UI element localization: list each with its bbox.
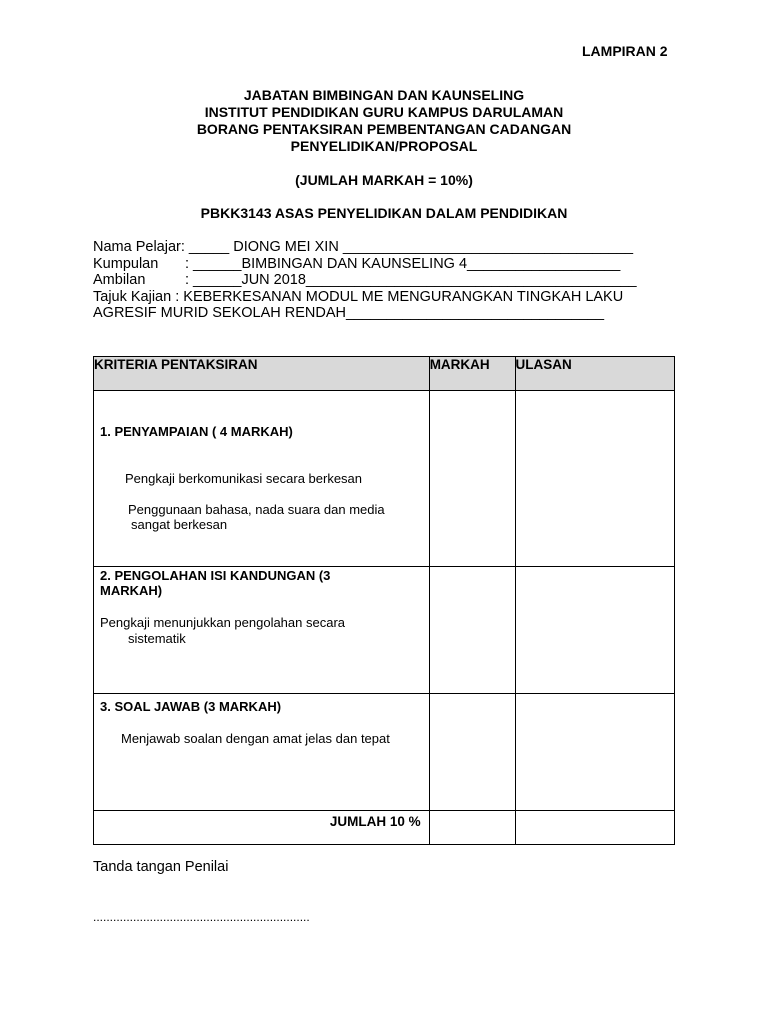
criteria-item: sistematik — [128, 631, 186, 646]
criteria-cell-qa — [94, 694, 430, 811]
criteria-item: Pengkaji berkomunikasi secara berkesan — [125, 471, 363, 486]
total-comments-cell — [515, 811, 674, 845]
appendix-label: LAMPIRAN 2 — [582, 43, 668, 59]
total-label-cell — [94, 811, 430, 845]
student-name-line: Nama Pelajar: _____ DIONG MEI XIN ____________________________________ — [93, 239, 634, 255]
criteria-item: sangat berkesan — [131, 517, 228, 532]
intake-line — [93, 272, 683, 289]
total-marks-note: (JUMLAH MARKAH = 10%) — [295, 172, 473, 188]
table-row — [94, 567, 675, 694]
table-row — [94, 391, 675, 567]
intake-label: Ambilan — [93, 272, 146, 288]
group-line — [93, 256, 683, 273]
table-row — [94, 694, 675, 811]
study-title-line-2: AGRESIF MURID SEKOLAH RENDAH________________________________ — [93, 305, 605, 321]
criteria-cell-content — [94, 567, 430, 694]
header-comments: ULASAN — [515, 357, 674, 391]
institute-title: INSTITUT PENDIDIKAN GURU KAMPUS DARULAMAN — [204, 104, 564, 120]
criteria-item: Menjawab soalan dengan amat jelas dan tepat — [121, 731, 390, 746]
course-title: PBKK3143 ASAS PENYELIDIKAN DALAM PENDIDIKAN — [200, 205, 568, 221]
form-subtitle: PENYELIDIKAN/PROPOSAL — [290, 138, 478, 154]
group-label: Kumpulan — [93, 255, 159, 272]
criteria-item: Pengkaji menunjukkan pengolahan secara — [100, 615, 346, 630]
assessment-table — [93, 356, 675, 845]
criteria-cell-presentation — [94, 391, 430, 567]
total-marks-cell — [429, 811, 515, 845]
department-title: JABATAN BIMBINGAN DAN KAUNSELING — [243, 87, 525, 103]
comments-cell — [515, 567, 674, 694]
signature-line: ................................................................. — [93, 910, 310, 924]
total-row — [94, 811, 675, 845]
section-title-qa: 3. SOAL JAWAB (3 MARKAH) — [100, 699, 282, 714]
section-title-presentation: 1. PENYAMPAIAN ( 4 MARKAH) — [100, 424, 293, 439]
comments-cell — [515, 391, 674, 567]
study-title-line-1: Tajuk Kajian : KEBERKESANAN MODUL ME MENGURANGKAN TINGKAH LAKU — [93, 288, 624, 305]
marks-cell — [429, 567, 515, 694]
form-header — [0, 87, 768, 155]
header-criteria: KRITERIA PENTAKSIRAN — [94, 357, 430, 391]
section-title-content: 2. PENGOLAHAN ISI KANDUNGAN (3 — [100, 568, 331, 583]
student-info — [93, 239, 683, 322]
form-title: BORANG PENTAKSIRAN PEMBENTANGAN CADANGAN — [196, 121, 572, 137]
marks-cell — [429, 391, 515, 567]
intake-value: : ______JUN 2018_________________________________________ — [185, 272, 637, 288]
comments-cell — [515, 694, 674, 811]
total-label: JUMLAH 10 % — [329, 814, 421, 829]
group-value: : ______BIMBINGAN DAN KAUNSELING 4___________________ — [185, 255, 621, 272]
criteria-item: Penggunaan bahasa, nada suara dan media — [128, 502, 385, 517]
section-title-content-cont: MARKAH) — [100, 583, 163, 598]
signature-label: Tanda tangan Penilai — [93, 859, 229, 875]
marks-cell — [429, 694, 515, 811]
header-marks: MARKAH — [429, 357, 515, 391]
table-header-row — [94, 357, 675, 391]
